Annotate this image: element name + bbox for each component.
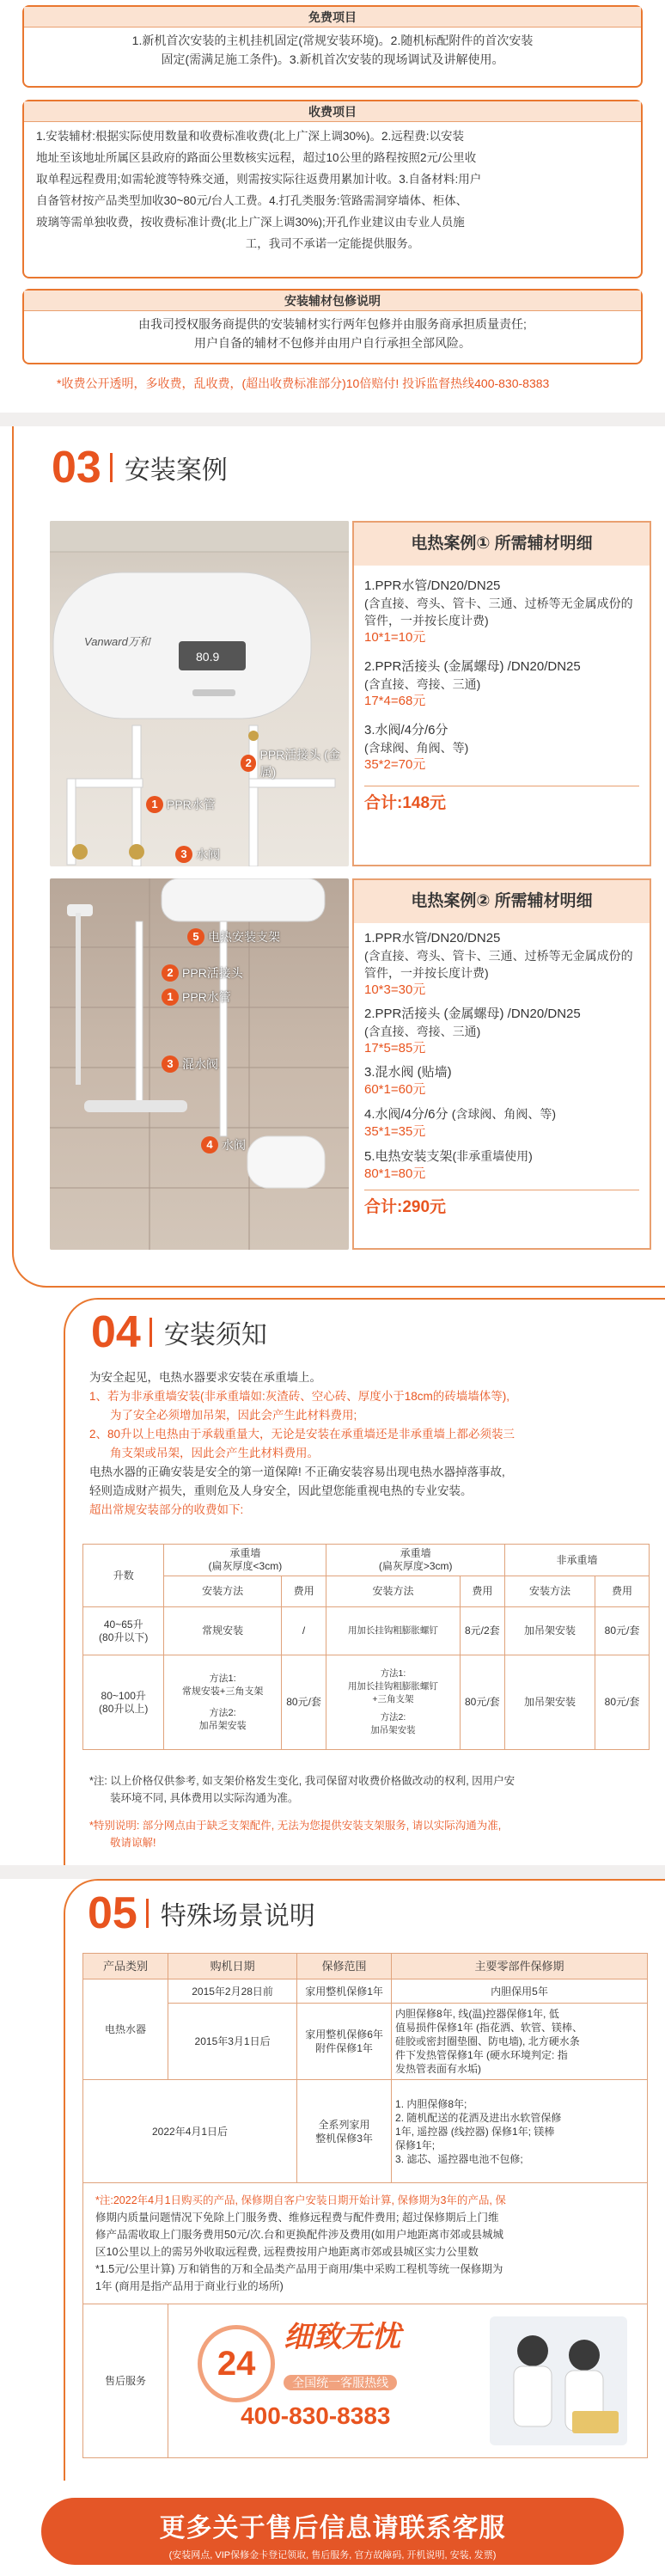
charge-items-box xyxy=(22,100,643,278)
table-cell: 常规安装 xyxy=(164,1607,281,1655)
table-row xyxy=(83,1954,648,1979)
note-line: *注:2022年4月1日购买的产品, 保修期自客户安装日期开始计算, 保修期为3年的产品, 保 xyxy=(95,2194,506,2206)
header-subtext: (扁灰厚度<3cm) xyxy=(208,1560,283,1572)
material-item xyxy=(364,722,639,774)
material-name: 5.电热安装支架 xyxy=(364,1149,453,1164)
table-cell: 加吊架安装 xyxy=(505,1607,595,1655)
charge-line: 工，我司不承诺一定能提供服务。 xyxy=(245,237,420,250)
note-line: *1.5元/公里计算) 万和销售的万和全品类产品用于商用/集中采购工程机等统一保修期为 xyxy=(95,2263,503,2275)
material-note: (含直接、弯头、管卡、三通、过桥等无金属成份的管件，一并按长度计费) xyxy=(364,949,633,980)
cell-text: 方法1: xyxy=(209,1673,236,1684)
header-text: 承重墙 xyxy=(400,1547,431,1559)
note-line: 区10公里以上的需另外收取远程费, 远程费按用户地距离市郊或县城区实力公里数 xyxy=(95,2246,479,2258)
table-cell: 电热水器 xyxy=(83,1979,168,2080)
cell-text: (80升以下) xyxy=(99,1631,149,1643)
callout-ppr-union xyxy=(241,746,349,780)
material-cost: 10*3=30元 xyxy=(364,982,426,997)
service-phone: 400-830-8383 xyxy=(241,2402,391,2429)
table-header: 保修范围 xyxy=(297,1954,392,1979)
banner-title: 更多关于售后信息请联系客服 xyxy=(159,2514,506,2542)
header-text: 承重墙 xyxy=(229,1547,261,1559)
free-items-body xyxy=(24,28,641,72)
material-item xyxy=(364,578,639,646)
table-header: 购机日期 xyxy=(168,1954,297,1979)
material-item xyxy=(364,1064,639,1098)
case1-title: 电热案例① 所需辅材明细 xyxy=(354,523,650,566)
case2-card xyxy=(352,878,651,1250)
table-cell xyxy=(326,1655,460,1750)
cell-text: 加吊架安装 xyxy=(370,1725,416,1735)
case1-card xyxy=(352,521,651,866)
callout-number: 3 xyxy=(162,1055,179,1073)
table-cell xyxy=(83,1607,164,1655)
cell-text: (80升以上) xyxy=(99,1702,149,1715)
table-cell: 2015年3月1日后 xyxy=(168,2004,297,2080)
fee-table xyxy=(82,1544,650,1750)
cell-text: 3. 滤芯、遥控器电池不包修; xyxy=(395,2152,523,2165)
price-note xyxy=(89,1772,639,1807)
water-heater-illustration xyxy=(50,521,349,866)
material-note: (含直接、弯接、三通) xyxy=(364,677,481,691)
callout-label: 水阀 xyxy=(222,1138,246,1152)
warranty-body xyxy=(24,311,641,356)
table-header: 费用 xyxy=(595,1576,649,1607)
note-line: 为了安全必须增加吊架，因此会产生此材料费用; xyxy=(110,1409,357,1422)
case1-photo xyxy=(50,521,349,866)
table-cell xyxy=(83,2183,648,2304)
cell-text: +三角支架 xyxy=(372,1694,414,1704)
table-cell xyxy=(297,2004,392,2080)
charge-line: 取单程远程费用;如需轮渡等特殊交通，则需按实际往返费用累加计收。3.自备材料:用户 xyxy=(36,173,482,186)
table-cell: 80元/套 xyxy=(595,1655,649,1750)
material-name: 1.PPR水管/DN20/DN25 xyxy=(364,931,501,945)
material-name: 2.PPR活接头 (金属螺母) /DN20/DN25 xyxy=(364,1007,581,1021)
cell-text: 方法2: xyxy=(209,1707,236,1718)
free-items-line: 1.新机首次安装的主机挂机固定(常规安装环境)。2.随机标配附件的首次安装 xyxy=(131,34,534,47)
callout-label: 电热安装支架 xyxy=(208,930,280,944)
slogan-sub: 全国统一客服热线 xyxy=(284,2375,397,2390)
table-row xyxy=(83,1655,650,1750)
case2-body xyxy=(354,923,650,1228)
section-title: 安装须知 xyxy=(163,1321,267,1349)
charge-line: 玻璃等需单独收费，按收费标准计费(北上广深上调30%);开孔作业建议由专业人员施 xyxy=(36,216,465,229)
cell-text: 值易损件保修1年 (指花洒、软管、镁棒、 xyxy=(395,2022,583,2034)
material-item xyxy=(364,1147,639,1183)
callout-number: 5 xyxy=(187,928,204,945)
cell-text: 全系列家用 xyxy=(318,2118,370,2131)
material-cost: 10*1=10元 xyxy=(364,630,426,645)
callout-valve xyxy=(201,1136,246,1153)
material-cost: 80*1=80元 xyxy=(364,1166,426,1181)
table-header xyxy=(164,1545,326,1576)
section-04 xyxy=(64,1298,665,1865)
section-number: 05 xyxy=(88,1888,137,1938)
cell-text: 加吊架安装 xyxy=(198,1720,247,1731)
table-header: 安装方法 xyxy=(505,1576,595,1607)
section-divider xyxy=(0,1865,665,1879)
callout-bracket xyxy=(187,928,280,945)
charge-line: 1.安装辅材:根据实际使用数量和收费标准收费(北上广深上调30%)。2.远程费:以安装 xyxy=(36,130,465,143)
table-row xyxy=(83,1979,648,2004)
heading-bar xyxy=(146,1899,149,1928)
material-cost: 17*5=85元 xyxy=(364,1041,426,1055)
table-cell: 80元/套 xyxy=(281,1655,326,1750)
material-name: 3.水阀/4分/6分 xyxy=(364,723,448,737)
table-header: 费用 xyxy=(460,1576,504,1607)
cell-text: 发热管表面有水垢) xyxy=(395,2063,482,2075)
charge-line: 自备管材按产品类型加收30~80元/台人工费。4.打孔类服务:管路需洞穿墙体、柜体、 xyxy=(36,194,468,207)
table-cell xyxy=(392,2004,648,2080)
cell-text: 常规安装+三角支架 xyxy=(181,1686,264,1697)
callout-number: 4 xyxy=(201,1136,218,1153)
table-cell xyxy=(164,1655,281,1750)
section-divider xyxy=(0,413,665,426)
note-line: 敬请谅解! xyxy=(110,1837,156,1849)
free-items-line: 固定(需满足施工条件)。3.新机首次安装的现场调试及讲解使用。 xyxy=(161,52,504,66)
cell-text: 方法1: xyxy=(380,1668,406,1679)
cell-text: 1年, 遥控器 (线控器) 保修1年; 镁棒 xyxy=(395,2125,555,2138)
callout-label: PPR活接头 xyxy=(182,966,243,980)
after-sales-cell xyxy=(168,2304,648,2458)
note-line: 装环境不同, 具体费用以实际沟通为准。 xyxy=(110,1792,299,1804)
table-cell: 8元/2套 xyxy=(460,1607,504,1655)
table-header: 主要零部件保修期 xyxy=(392,1954,648,1979)
note-line: 为安全起见，电热水器要求安装在承重墙上。 xyxy=(89,1371,321,1384)
warranty-box xyxy=(22,289,643,364)
table-header: 费用 xyxy=(281,1576,326,1607)
material-cost: 17*4=68元 xyxy=(364,694,426,708)
heater-display: 80.9 xyxy=(196,650,220,664)
material-name: 4.水阀/4分/6分 xyxy=(364,1107,448,1122)
table-cell xyxy=(83,1655,164,1750)
table-cell: 2015年2月28日前 xyxy=(168,1979,297,2004)
warranty-table xyxy=(82,1953,648,2458)
table-cell xyxy=(297,2080,392,2183)
charge-items-title: 收费项目 xyxy=(24,101,641,122)
material-name: 3.混水阀 (贴墙) xyxy=(364,1065,452,1080)
table-cell: 内胆保用5年 xyxy=(392,1979,648,2004)
material-name: 2.PPR活接头 (金属螺母) /DN20/DN25 xyxy=(364,659,581,674)
cell-text: 整机保修3年 xyxy=(315,2132,373,2145)
material-item xyxy=(364,1006,639,1057)
cell-text: 内胆保修8年, 线(温)控器保修1年, 低 xyxy=(395,2008,559,2020)
table-row xyxy=(83,2080,648,2183)
section-05 xyxy=(64,1879,665,2576)
free-items-box xyxy=(22,5,643,88)
cell-text: 附件保修1年 xyxy=(315,2042,373,2054)
warranty-line: 用户自备的辅材不包修并由用户自行承担全部风险。 xyxy=(194,336,471,350)
banner-subtitle: (安装网点, VIP保修金卡登记领取, 售后服务, 官方故障码, 开机说明, 安装, 发票) xyxy=(168,2550,497,2561)
hotline-24-icon: 24 xyxy=(198,2325,275,2402)
note-line: 角支架或吊架，因此会产生此材料费用。 xyxy=(110,1447,319,1459)
material-note: (含直接、弯头、管卡、三通、过桥等无金属成份的管件，一并按长度计费) xyxy=(364,597,633,627)
table-row xyxy=(83,2004,648,2080)
cell-text: 1. 内胆保修8年; xyxy=(395,2097,467,2110)
section-heading xyxy=(88,1888,315,1938)
note-line: 1、若为非承重墙安装(非承重墙如:灰渣砖、空心砖、厚度小于18cm的砖墙墙体等), xyxy=(89,1390,510,1403)
section-number: 03 xyxy=(52,443,101,493)
table-header: 安装方法 xyxy=(326,1576,460,1607)
note-line: *特别说明: 部分网点由于缺乏支架配件, 无法为您提供安装支架服务, 请以实际沟通为准, xyxy=(89,1820,502,1832)
material-item xyxy=(364,658,639,710)
callout-valve xyxy=(175,846,220,863)
cell-text: 家用整机保修6年 xyxy=(305,2028,383,2041)
table-cell: 80元/套 xyxy=(460,1655,504,1750)
material-note: (含球阀、角阀、等) xyxy=(364,741,469,755)
callout-ppr-pipe xyxy=(146,796,216,813)
material-name: 1.PPR水管/DN20/DN25 xyxy=(364,578,501,593)
section-heading xyxy=(52,443,228,493)
fee-section xyxy=(0,0,665,413)
material-item xyxy=(364,1105,639,1141)
note-line: 1年 (商用是指产品用于商业行业的场所) xyxy=(95,2280,284,2292)
cell-text: 保修1年; xyxy=(395,2139,436,2151)
note-line: 2、80升以上电热由于承载重量大，无论是安装在承重墙还是非承重墙上都必须装三 xyxy=(89,1428,516,1441)
callout-label: 混水阀 xyxy=(182,1057,218,1071)
cell-text: 方法2: xyxy=(380,1712,406,1722)
charge-items-body xyxy=(24,122,641,258)
cell-text: 用加长挂钩粗膨胀螺钉 xyxy=(347,1681,438,1692)
table-header: 升数 xyxy=(83,1545,164,1607)
case2-title: 电热案例② 所需辅材明细 xyxy=(354,880,650,923)
callout-number: 1 xyxy=(146,796,163,813)
callout-number: 2 xyxy=(241,755,256,772)
callout-number: 1 xyxy=(162,988,179,1006)
callout-number: 3 xyxy=(175,846,192,863)
section-03 xyxy=(0,426,665,1288)
after-sales-graphic xyxy=(172,2308,636,2454)
cell-text: 2. 随机配送的花洒及进出水软管保修 xyxy=(395,2111,562,2124)
table-cell: 售后服务 xyxy=(83,2304,168,2458)
slogan: 细致无忧 xyxy=(284,2321,401,2353)
material-note: (含球阀、角阀、等) xyxy=(451,1107,557,1121)
service-staff-image xyxy=(490,2316,627,2445)
table-header: 安装方法 xyxy=(164,1576,281,1607)
table-header xyxy=(326,1545,505,1576)
callout-ppr-union xyxy=(162,964,243,982)
free-items-title: 免费项目 xyxy=(24,7,641,28)
note-line: 电热水器的正确安装是安全的第一道保障! 不正确安装容易出现电热水器掉落事故, xyxy=(89,1465,505,1478)
note-line: 修产品需收取上门服务费用50元/次.台和更换配件涉及费用(如用户地距离市郊或县城城 xyxy=(95,2229,504,2241)
section-title: 安装案例 xyxy=(124,456,228,485)
warranty-line: 由我司授权服务商提供的安装辅材实行两年包修并由服务商承担质量责任; xyxy=(138,317,527,331)
table-row xyxy=(83,1576,650,1607)
callout-number: 2 xyxy=(162,964,179,982)
section-number: 04 xyxy=(91,1307,141,1357)
note-line: *注: 以上价格仅供参考, 如支架价格发生变化, 我司保留对收费价格做改动的权利, 因用户安 xyxy=(89,1775,516,1787)
case1-total: 合计:148元 xyxy=(364,786,639,812)
table-cell: 加吊架安装 xyxy=(505,1655,595,1750)
table-row xyxy=(83,2304,648,2458)
table-header: 产品类别 xyxy=(83,1954,168,1979)
material-cost: 60*1=60元 xyxy=(364,1082,426,1097)
cell-text: 件下发热管保修1年 (硬水环境判定: 指 xyxy=(395,2049,568,2061)
warranty-title: 安装辅材包修说明 xyxy=(24,291,641,311)
table-cell: 家用整机保修1年 xyxy=(297,1979,392,2004)
callout-label: PPR活接头 (金属) xyxy=(259,748,340,779)
install-notes xyxy=(89,1368,648,1520)
case2-photo xyxy=(50,878,349,1250)
table-cell: 2022年4月1日后 xyxy=(83,2080,297,2183)
material-note: (含直接、弯接、三通) xyxy=(364,1025,481,1038)
charge-line: 地址至该地址所属区县政府的路面公里数核实远程，超过10公里的路程按照2元/公里收 xyxy=(36,151,477,164)
brand-label: Vanward万和 xyxy=(84,635,150,648)
table-cell xyxy=(392,2080,648,2183)
callout-label: PPR水管 xyxy=(167,798,216,811)
note-line: 修期内质量问题情况下免除上门服务费、维修远程费与配件费用; 超过保修期后上门维 xyxy=(95,2212,499,2224)
note-line: 轻则造成财产损失，重则危及人身安全，因此望您能重视电热的专业安装。 xyxy=(89,1484,473,1497)
heading-bar xyxy=(149,1318,152,1347)
heading-bar xyxy=(110,453,113,482)
header-subtext: (扁灰厚度>3cm) xyxy=(378,1560,453,1572)
callout-label: PPR水管 xyxy=(182,990,231,1004)
table-row xyxy=(83,1545,650,1576)
case1-body xyxy=(354,566,650,824)
table-cell: 用加长挂钩粗膨胀螺钉 xyxy=(326,1607,460,1655)
section-title: 特殊场景说明 xyxy=(160,1902,315,1930)
cell-text: 硅胶或密封圈垫圈、防电墙), 北方硬水条 xyxy=(395,2035,580,2047)
callout-label: 水阀 xyxy=(196,847,220,861)
table-cell: 80元/套 xyxy=(595,1607,649,1655)
section-heading xyxy=(91,1307,267,1357)
material-note: (非承重墙使用) xyxy=(452,1149,533,1163)
case2-total: 合计:290元 xyxy=(364,1190,639,1216)
special-note xyxy=(89,1817,639,1851)
contact-banner[interactable] xyxy=(41,2498,624,2565)
material-item xyxy=(364,930,639,999)
callout-ppr-pipe xyxy=(162,988,231,1006)
table-row xyxy=(83,1607,650,1655)
table-cell: / xyxy=(281,1607,326,1655)
table-header: 非承重墙 xyxy=(505,1545,650,1576)
callout-mixing-valve xyxy=(162,1055,218,1073)
complaint-notice: *收费公开透明，多收费，乱收费，(超出收费标准部分)10倍赔付! 投诉监督热线400-830-8383 xyxy=(57,376,550,390)
table-row xyxy=(83,2183,648,2304)
cell-text: 40~65升 xyxy=(103,1618,143,1631)
cell-text: 80~100升 xyxy=(101,1689,146,1702)
material-cost: 35*1=35元 xyxy=(364,1124,426,1139)
material-cost: 35*2=70元 xyxy=(364,757,426,772)
note-line: 超出常规安装部分的收费如下: xyxy=(89,1503,244,1516)
